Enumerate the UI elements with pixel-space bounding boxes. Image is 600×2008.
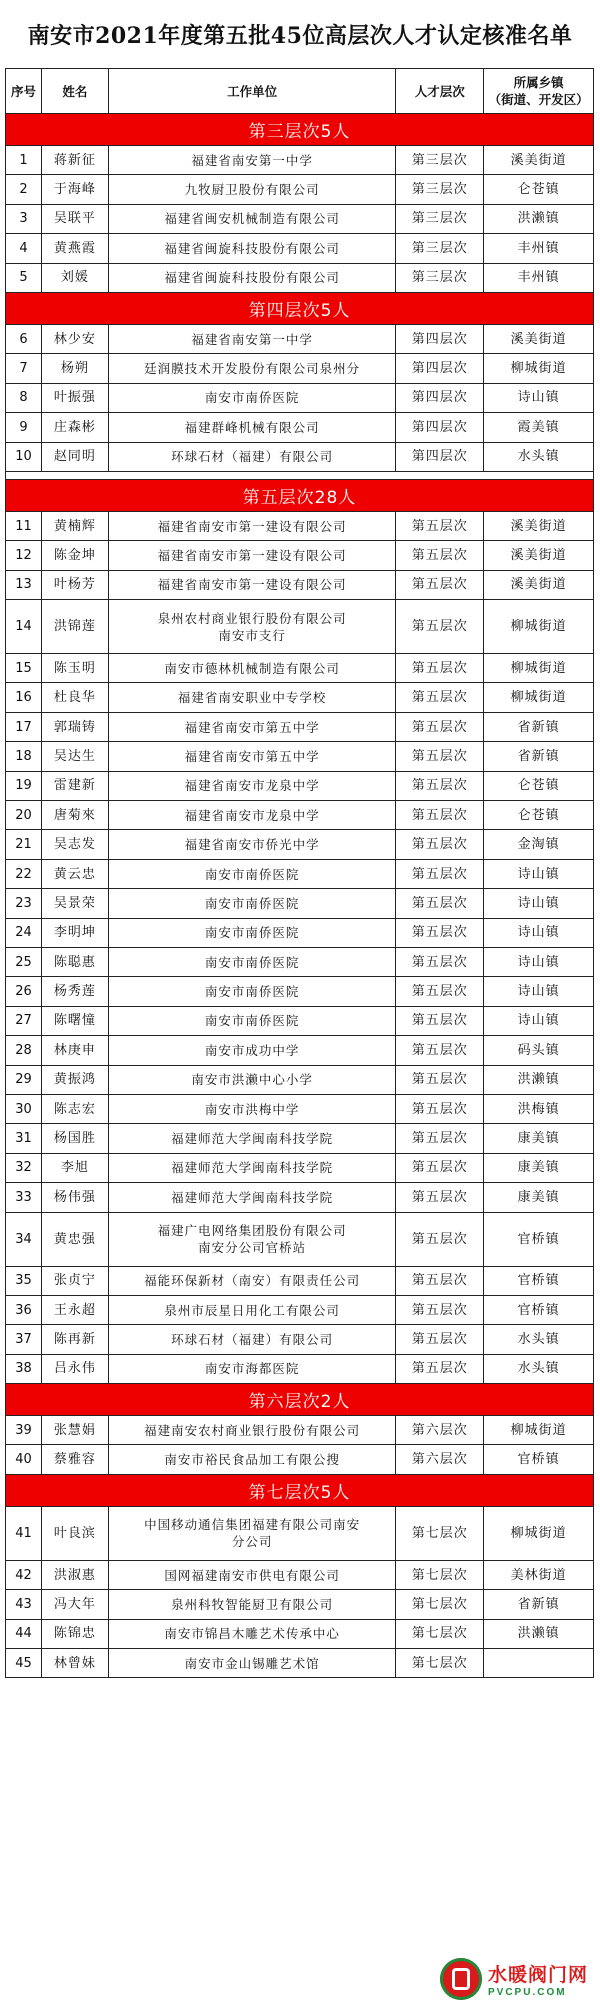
cell-town: 省新镇	[484, 742, 594, 771]
table-row	[5, 742, 594, 771]
cell-unit: 福建省南安市龙泉中学	[109, 772, 397, 801]
table-row	[5, 146, 594, 175]
cell-town: 诗山镇	[484, 889, 594, 918]
cell-name: 杨朔	[42, 354, 109, 383]
cell-name: 李旭	[42, 1154, 109, 1183]
cell-town: 诗山镇	[484, 384, 594, 413]
cell-no: 17	[6, 713, 42, 742]
table-row	[5, 541, 594, 570]
cell-unit: 福建省南安职业中专学校	[109, 683, 397, 712]
cell-unit: 南安市南侨医院	[109, 919, 397, 948]
table-row	[5, 443, 594, 472]
table-row	[5, 1183, 594, 1212]
cell-town	[484, 1649, 594, 1678]
cell-no: 22	[6, 860, 42, 889]
cell-unit: 福能环保新材（南安）有限责任公司	[109, 1267, 397, 1296]
group-header: 第四层次5人	[5, 293, 594, 325]
cell-no: 32	[6, 1154, 42, 1183]
cell-unit: 福建省闽旋科技股份有限公司	[109, 234, 397, 263]
cell-level: 第五层次	[396, 772, 484, 801]
cell-no: 39	[6, 1416, 42, 1445]
table-row	[5, 977, 594, 1006]
cell-unit: 福建省闽旋科技股份有限公司	[109, 264, 397, 293]
cell-name: 黄忠强	[42, 1213, 109, 1267]
cell-no: 31	[6, 1124, 42, 1153]
cell-no: 21	[6, 830, 42, 859]
cell-unit: 南安市南侨医院	[109, 948, 397, 977]
cell-level: 第五层次	[396, 1066, 484, 1095]
cell-town: 官桥镇	[484, 1296, 594, 1325]
cell-level: 第五层次	[396, 889, 484, 918]
cell-level: 第四层次	[396, 413, 484, 442]
cell-no: 5	[6, 264, 42, 293]
cell-unit: 福建省闽安机械制造有限公司	[109, 205, 397, 234]
cell-level: 第五层次	[396, 1296, 484, 1325]
table-row	[5, 1507, 594, 1561]
cell-town: 仑苍镇	[484, 772, 594, 801]
cell-town: 官桥镇	[484, 1445, 594, 1474]
table-row	[5, 683, 594, 712]
table-row	[5, 948, 594, 977]
cell-name: 陈志宏	[42, 1095, 109, 1124]
cell-unit: 福建省南安市第一建设有限公司	[109, 541, 397, 570]
table-row	[5, 1213, 594, 1267]
cell-name: 洪锦莲	[42, 600, 109, 654]
cell-unit: 南安市南侨医院	[109, 1007, 397, 1036]
table-row	[5, 1267, 594, 1296]
cell-no: 27	[6, 1007, 42, 1036]
cell-level: 第五层次	[396, 713, 484, 742]
cell-town: 省新镇	[484, 1590, 594, 1619]
table-row	[5, 571, 594, 600]
cell-unit: 环球石材（福建）有限公司	[109, 443, 397, 472]
cell-unit: 福建群峰机械有限公司	[109, 413, 397, 442]
cell-name: 李明坤	[42, 919, 109, 948]
cell-name: 叶良滨	[42, 1507, 109, 1561]
cell-no: 42	[6, 1561, 42, 1590]
cell-unit: 南安市南侨医院	[109, 384, 397, 413]
cell-town: 洪濑镇	[484, 1066, 594, 1095]
cell-unit: 福建省南安市第五中学	[109, 742, 397, 771]
table-row	[5, 512, 594, 541]
cell-town: 诗山镇	[484, 977, 594, 1006]
cell-unit: 福建师范大学闽南科技学院	[109, 1183, 397, 1212]
cell-no: 19	[6, 772, 42, 801]
cell-name: 陈再新	[42, 1325, 109, 1354]
cell-unit: 泉州农村商业银行股份有限公司 南安市支行	[109, 600, 397, 654]
table-row	[5, 1296, 594, 1325]
table-row	[5, 1007, 594, 1036]
cell-unit: 中国移动通信集团福建有限公司南安 分公司	[109, 1507, 397, 1561]
cell-unit: 福建南安农村商业银行股份有限公司	[109, 1416, 397, 1445]
cell-unit: 南安市南侨医院	[109, 977, 397, 1006]
cell-town: 溪美街道	[484, 571, 594, 600]
cell-no: 12	[6, 541, 42, 570]
table-row	[5, 234, 594, 263]
section-gap	[5, 472, 594, 480]
table-row	[5, 1620, 594, 1649]
cell-level: 第五层次	[396, 541, 484, 570]
cell-unit: 福建省南安第一中学	[109, 146, 397, 175]
cell-level: 第五层次	[396, 742, 484, 771]
cell-no: 18	[6, 742, 42, 771]
table-row	[5, 1095, 594, 1124]
cell-no: 37	[6, 1325, 42, 1354]
table-row	[5, 860, 594, 889]
header-name: 姓名	[42, 69, 109, 114]
cell-town: 康美镇	[484, 1183, 594, 1212]
cell-no: 45	[6, 1649, 42, 1678]
cell-town: 美林街道	[484, 1561, 594, 1590]
cell-name: 陈玉明	[42, 654, 109, 683]
table-row	[5, 1325, 594, 1354]
watermark-en: PVCPU.COM	[488, 1987, 567, 1998]
cell-no: 3	[6, 205, 42, 234]
group-header: 第五层次28人	[5, 480, 594, 512]
cell-town: 柳城街道	[484, 683, 594, 712]
cell-no: 16	[6, 683, 42, 712]
cell-town: 官桥镇	[484, 1213, 594, 1267]
cell-no: 25	[6, 948, 42, 977]
cell-name: 杨秀莲	[42, 977, 109, 1006]
cell-town: 官桥镇	[484, 1267, 594, 1296]
cell-no: 9	[6, 413, 42, 442]
cell-unit: 环球石材（福建）有限公司	[109, 1325, 397, 1354]
cell-name: 林少安	[42, 325, 109, 354]
cell-name: 洪淑惠	[42, 1561, 109, 1590]
cell-no: 6	[6, 325, 42, 354]
cell-level: 第四层次	[396, 443, 484, 472]
cell-unit: 泉州科牧智能厨卫有限公司	[109, 1590, 397, 1619]
cell-no: 38	[6, 1355, 42, 1384]
cell-town: 金淘镇	[484, 830, 594, 859]
cell-level: 第五层次	[396, 919, 484, 948]
cell-town: 溪美街道	[484, 512, 594, 541]
cell-level: 第五层次	[396, 654, 484, 683]
cell-no: 15	[6, 654, 42, 683]
cell-no: 20	[6, 801, 42, 830]
table-row	[5, 1124, 594, 1153]
table-row	[5, 413, 594, 442]
cell-unit: 南安市德林机械制造有限公司	[109, 654, 397, 683]
cell-level: 第六层次	[396, 1445, 484, 1474]
cell-name: 陈锦忠	[42, 1620, 109, 1649]
cell-no: 13	[6, 571, 42, 600]
table-row	[5, 1036, 594, 1065]
cell-no: 2	[6, 175, 42, 204]
cell-name: 郭瑞铸	[42, 713, 109, 742]
cell-name: 蒋新征	[42, 146, 109, 175]
cell-unit: 福建师范大学闽南科技学院	[109, 1124, 397, 1153]
watermark-logo-icon	[440, 1958, 482, 2000]
cell-town: 溪美街道	[484, 325, 594, 354]
cell-level: 第五层次	[396, 1007, 484, 1036]
cell-no: 34	[6, 1213, 42, 1267]
cell-level: 第四层次	[396, 325, 484, 354]
group-header: 第六层次2人	[5, 1384, 594, 1416]
cell-name: 叶杨芳	[42, 571, 109, 600]
cell-unit: 南安市海都医院	[109, 1355, 397, 1384]
cell-name: 黄楠辉	[42, 512, 109, 541]
cell-no: 14	[6, 600, 42, 654]
table-row	[5, 1445, 594, 1474]
cell-level: 第三层次	[396, 146, 484, 175]
cell-name: 杨伟强	[42, 1183, 109, 1212]
table-row	[5, 1154, 594, 1183]
cell-level: 第五层次	[396, 1095, 484, 1124]
table-row	[5, 175, 594, 204]
cell-level: 第七层次	[396, 1590, 484, 1619]
page-title: 南安市2021年度第五批45位高层次人才认定核准名单	[27, 22, 573, 49]
cell-town: 码头镇	[484, 1036, 594, 1065]
cell-name: 赵同明	[42, 443, 109, 472]
cell-town: 洪梅镇	[484, 1095, 594, 1124]
cell-name: 林庚申	[42, 1036, 109, 1065]
table-row	[5, 772, 594, 801]
cell-level: 第五层次	[396, 1183, 484, 1212]
cell-name: 吴志发	[42, 830, 109, 859]
cell-no: 41	[6, 1507, 42, 1561]
cell-name: 蔡雅容	[42, 1445, 109, 1474]
header-town: 所属乡镇 （街道、开发区）	[484, 69, 594, 114]
cell-level: 第五层次	[396, 1325, 484, 1354]
cell-town: 仑苍镇	[484, 801, 594, 830]
cell-name: 吴达生	[42, 742, 109, 771]
group-header: 第七层次5人	[5, 1475, 594, 1507]
cell-town: 溪美街道	[484, 146, 594, 175]
cell-level: 第五层次	[396, 830, 484, 859]
table-row	[5, 1416, 594, 1445]
cell-level: 第五层次	[396, 571, 484, 600]
cell-town: 诗山镇	[484, 919, 594, 948]
cell-no: 35	[6, 1267, 42, 1296]
talent-table	[5, 68, 594, 1678]
cell-name: 于海峰	[42, 175, 109, 204]
table-row	[5, 1561, 594, 1590]
cell-name: 张贞宁	[42, 1267, 109, 1296]
cell-name: 吴景荣	[42, 889, 109, 918]
table-row	[5, 919, 594, 948]
cell-unit: 福建省南安第一中学	[109, 325, 397, 354]
cell-level: 第七层次	[396, 1561, 484, 1590]
cell-unit: 九牧厨卫股份有限公司	[109, 175, 397, 204]
cell-no: 26	[6, 977, 42, 1006]
cell-town: 康美镇	[484, 1154, 594, 1183]
table-row	[5, 325, 594, 354]
cell-town: 柳城街道	[484, 654, 594, 683]
header-unit: 工作单位	[109, 69, 397, 114]
cell-no: 23	[6, 889, 42, 918]
cell-level: 第五层次	[396, 1154, 484, 1183]
cell-unit: 南安市锦昌木雕艺术传承中心	[109, 1620, 397, 1649]
cell-name: 庄森彬	[42, 413, 109, 442]
table-row	[5, 889, 594, 918]
cell-name: 张慧娟	[42, 1416, 109, 1445]
cell-level: 第三层次	[396, 234, 484, 263]
cell-town: 仑苍镇	[484, 175, 594, 204]
cell-no: 43	[6, 1590, 42, 1619]
cell-town: 柳城街道	[484, 600, 594, 654]
cell-level: 第三层次	[396, 264, 484, 293]
cell-no: 1	[6, 146, 42, 175]
table-row	[5, 205, 594, 234]
cell-town: 丰州镇	[484, 264, 594, 293]
cell-name: 刘媛	[42, 264, 109, 293]
cell-level: 第五层次	[396, 512, 484, 541]
cell-level: 第五层次	[396, 1213, 484, 1267]
cell-unit: 福建省南安市第一建设有限公司	[109, 571, 397, 600]
cell-name: 吴联平	[42, 205, 109, 234]
cell-level: 第三层次	[396, 175, 484, 204]
cell-unit: 福建省南安市侨光中学	[109, 830, 397, 859]
watermark	[440, 1955, 590, 2003]
cell-unit: 南安市成功中学	[109, 1036, 397, 1065]
group-header: 第三层次5人	[5, 114, 594, 146]
table-row	[5, 801, 594, 830]
table-row	[5, 830, 594, 859]
cell-level: 第七层次	[396, 1507, 484, 1561]
cell-unit: 国网福建南安市供电有限公司	[109, 1561, 397, 1590]
cell-name: 黄云忠	[42, 860, 109, 889]
table-row	[5, 1066, 594, 1095]
cell-level: 第五层次	[396, 860, 484, 889]
table-row	[5, 1590, 594, 1619]
cell-level: 第五层次	[396, 1267, 484, 1296]
cell-no: 29	[6, 1066, 42, 1095]
table-row	[5, 654, 594, 683]
cell-unit: 南安市南侨医院	[109, 860, 397, 889]
cell-unit: 南安市洪濑中心小学	[109, 1066, 397, 1095]
cell-unit: 南安市金山锡雕艺术馆	[109, 1649, 397, 1678]
table-row	[5, 600, 594, 654]
cell-town: 诗山镇	[484, 1007, 594, 1036]
cell-town: 洪濑镇	[484, 205, 594, 234]
table-row	[5, 1649, 594, 1678]
cell-no: 28	[6, 1036, 42, 1065]
cell-name: 冯大年	[42, 1590, 109, 1619]
cell-town: 丰州镇	[484, 234, 594, 263]
cell-level: 第五层次	[396, 600, 484, 654]
cell-name: 杨国胜	[42, 1124, 109, 1153]
table-row	[5, 1355, 594, 1384]
cell-level: 第五层次	[396, 1036, 484, 1065]
cell-no: 8	[6, 384, 42, 413]
cell-name: 雷建新	[42, 772, 109, 801]
cell-town: 洪濑镇	[484, 1620, 594, 1649]
cell-town: 省新镇	[484, 713, 594, 742]
cell-level: 第五层次	[396, 1124, 484, 1153]
cell-name: 陈聪惠	[42, 948, 109, 977]
cell-level: 第七层次	[396, 1620, 484, 1649]
cell-name: 黄燕霞	[42, 234, 109, 263]
cell-town: 诗山镇	[484, 948, 594, 977]
cell-unit: 廷润膜技术开发股份有限公司泉州分	[109, 354, 397, 383]
cell-level: 第五层次	[396, 977, 484, 1006]
header-level: 人才层次	[396, 69, 484, 114]
cell-town: 水头镇	[484, 1355, 594, 1384]
cell-unit: 福建省南安市第一建设有限公司	[109, 512, 397, 541]
cell-level: 第四层次	[396, 354, 484, 383]
cell-no: 24	[6, 919, 42, 948]
cell-level: 第七层次	[396, 1649, 484, 1678]
table-row	[5, 384, 594, 413]
cell-unit: 福建师范大学闽南科技学院	[109, 1154, 397, 1183]
cell-no: 44	[6, 1620, 42, 1649]
cell-town: 柳城街道	[484, 1416, 594, 1445]
cell-level: 第四层次	[396, 384, 484, 413]
cell-name: 林曾妹	[42, 1649, 109, 1678]
cell-town: 水头镇	[484, 443, 594, 472]
cell-town: 诗山镇	[484, 860, 594, 889]
cell-town: 康美镇	[484, 1124, 594, 1153]
cell-no: 10	[6, 443, 42, 472]
cell-name: 王永超	[42, 1296, 109, 1325]
header-no: 序号	[6, 69, 42, 114]
cell-name: 黄振鸿	[42, 1066, 109, 1095]
cell-name: 叶振强	[42, 384, 109, 413]
cell-level: 第六层次	[396, 1416, 484, 1445]
cell-unit: 福建省南安市龙泉中学	[109, 801, 397, 830]
cell-level: 第五层次	[396, 683, 484, 712]
cell-town: 霞美镇	[484, 413, 594, 442]
watermark-cn: 水暖阀门网	[488, 1964, 589, 1986]
cell-level: 第五层次	[396, 1355, 484, 1384]
cell-name: 吕永伟	[42, 1355, 109, 1384]
cell-no: 30	[6, 1095, 42, 1124]
cell-no: 11	[6, 512, 42, 541]
cell-level: 第三层次	[396, 205, 484, 234]
cell-unit: 南安市裕民食品加工有限公搜	[109, 1445, 397, 1474]
cell-name: 陈曙憧	[42, 1007, 109, 1036]
cell-unit: 泉州市辰星日用化工有限公司	[109, 1296, 397, 1325]
cell-no: 7	[6, 354, 42, 383]
cell-unit: 南安市洪梅中学	[109, 1095, 397, 1124]
cell-unit: 南安市南侨医院	[109, 889, 397, 918]
cell-town: 柳城街道	[484, 354, 594, 383]
cell-unit: 福建省南安市第五中学	[109, 713, 397, 742]
table-row	[5, 264, 594, 293]
table-row	[5, 354, 594, 383]
cell-name: 陈金坤	[42, 541, 109, 570]
cell-level: 第五层次	[396, 801, 484, 830]
cell-no: 4	[6, 234, 42, 263]
table-row	[5, 713, 594, 742]
cell-town: 溪美街道	[484, 541, 594, 570]
cell-no: 33	[6, 1183, 42, 1212]
cell-unit: 福建广电网络集团股份有限公司 南安分公司官桥站	[109, 1213, 397, 1267]
cell-no: 36	[6, 1296, 42, 1325]
cell-town: 柳城街道	[484, 1507, 594, 1561]
cell-no: 40	[6, 1445, 42, 1474]
cell-level: 第五层次	[396, 948, 484, 977]
cell-name: 唐菊來	[42, 801, 109, 830]
cell-name: 杜良华	[42, 683, 109, 712]
cell-town: 水头镇	[484, 1325, 594, 1354]
table-header	[5, 68, 594, 114]
